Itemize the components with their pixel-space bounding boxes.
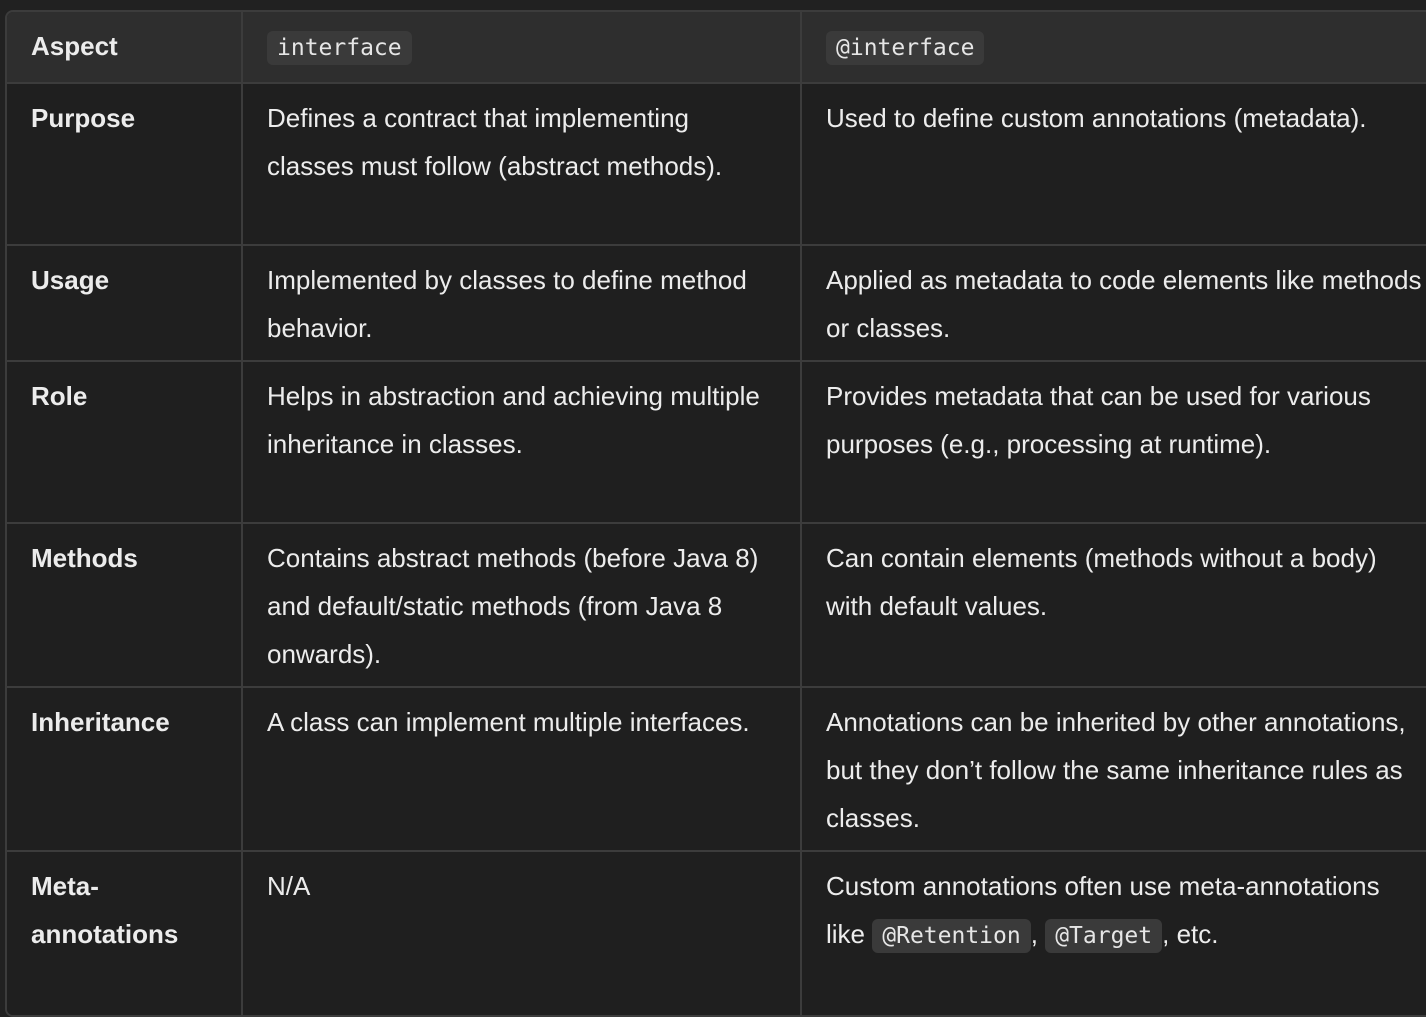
header-row bbox=[7, 12, 1426, 83]
header-interface bbox=[242, 12, 801, 83]
cell-annotation: Annotations can be inherited by other annotations, but they don’t follow the same inheritance rules as classes. bbox=[801, 687, 1426, 851]
table-row bbox=[7, 523, 1426, 687]
cell-aspect: Usage bbox=[7, 245, 242, 361]
code-target: @Target bbox=[1045, 919, 1162, 953]
cell-aspect: Inheritance bbox=[7, 687, 242, 851]
cell-interface: A class can implement multiple interfaces. bbox=[242, 687, 801, 851]
cell-annotation bbox=[801, 851, 1426, 1015]
table-row bbox=[7, 361, 1426, 523]
code-at-interface: @interface bbox=[826, 31, 984, 65]
cell-annotation: Used to define custom annotations (metadata). bbox=[801, 83, 1426, 245]
cell-aspect: Meta-annotations bbox=[7, 851, 242, 1015]
header-aspect: Aspect bbox=[7, 12, 242, 83]
annotation-text-before: Custom annotations often use meta-annotations like bbox=[826, 871, 1380, 949]
code-retention: @Retention bbox=[872, 919, 1030, 953]
cell-aspect: Methods bbox=[7, 523, 242, 687]
annotation-text-separator: , bbox=[1030, 919, 1046, 949]
cell-aspect: Role bbox=[7, 361, 242, 523]
cell-aspect: Purpose bbox=[7, 83, 242, 245]
header-annotation bbox=[801, 12, 1426, 83]
cell-interface: Implemented by classes to define method behavior. bbox=[242, 245, 801, 361]
cell-interface: Contains abstract methods (before Java 8) and default/static methods (from Java 8 onwards). bbox=[242, 523, 801, 687]
cell-annotation: Applied as metadata to code elements like methods or classes. bbox=[801, 245, 1426, 361]
table-row bbox=[7, 851, 1426, 1015]
table-row bbox=[7, 687, 1426, 851]
cell-annotation: Can contain elements (methods without a body) with default values. bbox=[801, 523, 1426, 687]
cell-interface: Helps in abstraction and achieving multiple inheritance in classes. bbox=[242, 361, 801, 523]
table-row bbox=[7, 245, 1426, 361]
cell-interface: N/A bbox=[242, 851, 801, 1015]
table-header bbox=[7, 12, 1426, 83]
cell-annotation: Provides metadata that can be used for various purposes (e.g., processing at runtime). bbox=[801, 361, 1426, 523]
table-row bbox=[7, 83, 1426, 245]
comparison-table-container bbox=[5, 10, 1426, 1017]
table-body bbox=[7, 83, 1426, 1015]
cell-interface: Defines a contract that implementing classes must follow (abstract methods). bbox=[242, 83, 801, 245]
annotation-text-after: , etc. bbox=[1162, 919, 1219, 949]
comparison-table bbox=[7, 12, 1426, 1015]
code-interface: interface bbox=[267, 31, 412, 65]
